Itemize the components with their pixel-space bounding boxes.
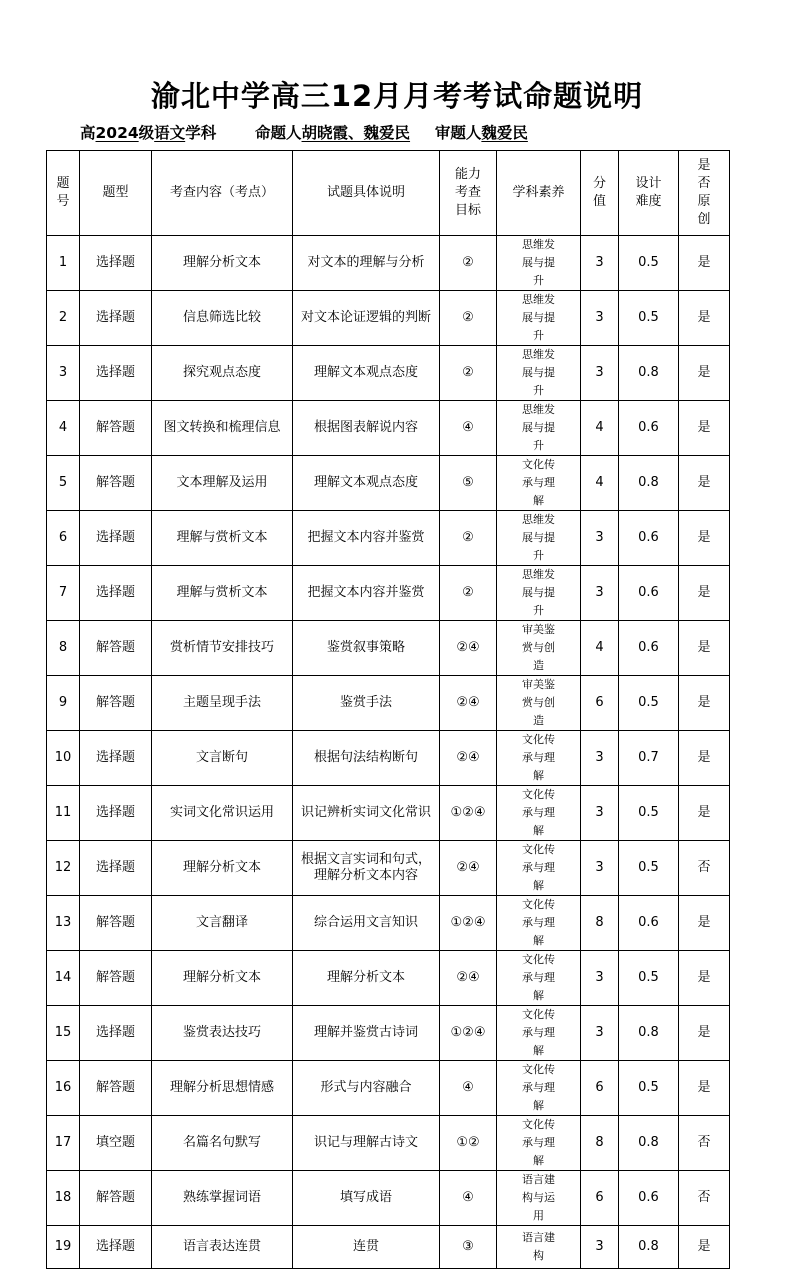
cell-score: 4	[581, 456, 619, 511]
cell-no: 18	[47, 1171, 80, 1226]
header-detail: 试题具体说明	[293, 151, 440, 236]
cell-content: 探究观点态度	[152, 346, 293, 401]
cell-detail: 填写成语	[293, 1171, 440, 1226]
cell-no: 14	[47, 951, 80, 1006]
cell-content: 赏析情节安排技巧	[152, 621, 293, 676]
cell-type: 选择题	[80, 236, 152, 291]
cell-literacy: 审美鉴赏与创造	[497, 621, 581, 676]
cell-original: 是	[679, 511, 730, 566]
cell-content: 文言翻译	[152, 896, 293, 951]
cell-content: 文本理解及运用	[152, 456, 293, 511]
cell-type: 选择题	[80, 841, 152, 896]
cell-type: 解答题	[80, 896, 152, 951]
cell-literacy: 文化传承与理解	[497, 896, 581, 951]
cell-ability: ①②④	[440, 1006, 497, 1061]
cell-no: 4	[47, 401, 80, 456]
cell-detail: 理解并鉴赏古诗词	[293, 1006, 440, 1061]
grade-value: 2024	[95, 124, 139, 142]
cell-ability: ⑤	[440, 456, 497, 511]
cell-difficulty: 0.5	[619, 1061, 679, 1116]
cell-original: 是	[679, 1006, 730, 1061]
cell-detail: 根据文言实词和句式，理解分析文本内容	[293, 841, 440, 896]
table-row	[47, 1061, 730, 1116]
cell-original: 否	[679, 841, 730, 896]
cell-content: 理解与赏析文本	[152, 566, 293, 621]
cell-no: 3	[47, 346, 80, 401]
cell-no: 5	[47, 456, 80, 511]
cell-original: 否	[679, 1116, 730, 1171]
cell-literacy: 思维发展与提升	[497, 401, 581, 456]
exam-spec-table	[46, 150, 730, 1269]
table-body	[47, 236, 730, 1269]
table-row	[47, 676, 730, 731]
grade-prefix: 高	[80, 124, 96, 142]
cell-content: 理解分析思想情感	[152, 1061, 293, 1116]
cell-content: 图文转换和梳理信息	[152, 401, 293, 456]
cell-content: 语言表达连贯	[152, 1226, 293, 1269]
header-content: 考查内容（考点）	[152, 151, 293, 236]
cell-score: 6	[581, 1171, 619, 1226]
cell-no: 2	[47, 291, 80, 346]
table-row	[47, 951, 730, 1006]
cell-detail: 对文本论证逻辑的判断	[293, 291, 440, 346]
table-header-row	[47, 151, 730, 236]
cell-difficulty: 0.6	[619, 401, 679, 456]
table-row	[47, 896, 730, 951]
cell-score: 3	[581, 1006, 619, 1061]
cell-score: 3	[581, 841, 619, 896]
cell-original: 是	[679, 401, 730, 456]
cell-ability: ②	[440, 566, 497, 621]
cell-type: 选择题	[80, 566, 152, 621]
cell-detail: 对文本的理解与分析	[293, 236, 440, 291]
cell-content: 文言断句	[152, 731, 293, 786]
cell-ability: ①②④	[440, 896, 497, 951]
table-row	[47, 291, 730, 346]
cell-difficulty: 0.5	[619, 291, 679, 346]
cell-type: 选择题	[80, 511, 152, 566]
cell-original: 是	[679, 291, 730, 346]
cell-score: 6	[581, 1061, 619, 1116]
cell-difficulty: 0.6	[619, 566, 679, 621]
cell-detail: 理解文本观点态度	[293, 456, 440, 511]
cell-detail: 连贯	[293, 1226, 440, 1269]
page-title: 渝北中学高三12月月考考试命题说明	[150, 79, 644, 113]
cell-literacy: 文化传承与理解	[497, 456, 581, 511]
cell-content: 理解分析文本	[152, 951, 293, 1006]
cell-literacy: 文化传承与理解	[497, 1116, 581, 1171]
cell-content: 熟练掌握词语	[152, 1171, 293, 1226]
cell-no: 10	[47, 731, 80, 786]
subtitle-line	[80, 121, 528, 143]
cell-literacy: 文化传承与理解	[497, 951, 581, 1006]
cell-no: 12	[47, 841, 80, 896]
cell-literacy: 文化传承与理解	[497, 841, 581, 896]
cell-literacy: 思维发展与提升	[497, 511, 581, 566]
cell-content: 鉴赏表达技巧	[152, 1006, 293, 1061]
cell-type: 解答题	[80, 1061, 152, 1116]
table-row	[47, 786, 730, 841]
cell-detail: 把握文本内容并鉴赏	[293, 566, 440, 621]
table-row	[47, 346, 730, 401]
cell-detail: 识记与理解古诗文	[293, 1116, 440, 1171]
cell-difficulty: 0.8	[619, 346, 679, 401]
cell-literacy: 文化传承与理解	[497, 1006, 581, 1061]
cell-difficulty: 0.8	[619, 1116, 679, 1171]
cell-original: 是	[679, 786, 730, 841]
cell-original: 是	[679, 1226, 730, 1269]
cell-score: 3	[581, 346, 619, 401]
cell-detail: 识记辨析实词文化常识	[293, 786, 440, 841]
cell-literacy: 审美鉴赏与创造	[497, 676, 581, 731]
table-row	[47, 731, 730, 786]
cell-original: 是	[679, 621, 730, 676]
header-type: 题型	[80, 151, 152, 236]
cell-no: 11	[47, 786, 80, 841]
cell-no: 9	[47, 676, 80, 731]
cell-no: 1	[47, 236, 80, 291]
cell-original: 是	[679, 456, 730, 511]
cell-no: 8	[47, 621, 80, 676]
cell-score: 8	[581, 1116, 619, 1171]
cell-no: 16	[47, 1061, 80, 1116]
cell-ability: ②④	[440, 676, 497, 731]
cell-ability: ①②④	[440, 786, 497, 841]
cell-type: 填空题	[80, 1116, 152, 1171]
cell-original: 是	[679, 566, 730, 621]
cell-content: 主题呈现手法	[152, 676, 293, 731]
cell-type: 解答题	[80, 1171, 152, 1226]
subject-value: 语文	[154, 124, 186, 142]
cell-type: 选择题	[80, 346, 152, 401]
cell-content: 名篇名句默写	[152, 1116, 293, 1171]
cell-type: 解答题	[80, 951, 152, 1006]
cell-detail: 把握文本内容并鉴赏	[293, 511, 440, 566]
table-row	[47, 511, 730, 566]
cell-score: 4	[581, 621, 619, 676]
cell-type: 解答题	[80, 401, 152, 456]
cell-ability: ②④	[440, 951, 497, 1006]
cell-original: 是	[679, 676, 730, 731]
cell-detail: 理解分析文本	[293, 951, 440, 1006]
table-row	[47, 1171, 730, 1226]
cell-no: 19	[47, 1226, 80, 1269]
cell-ability: ②	[440, 291, 497, 346]
table-row	[47, 621, 730, 676]
cell-literacy: 语言建构	[497, 1226, 581, 1269]
cell-ability: ②	[440, 236, 497, 291]
cell-ability: ②④	[440, 621, 497, 676]
cell-no: 13	[47, 896, 80, 951]
cell-score: 3	[581, 951, 619, 1006]
cell-content: 理解分析文本	[152, 841, 293, 896]
cell-original: 是	[679, 951, 730, 1006]
cell-content: 理解与赏析文本	[152, 511, 293, 566]
cell-no: 15	[47, 1006, 80, 1061]
cell-difficulty: 0.8	[619, 456, 679, 511]
cell-difficulty: 0.5	[619, 951, 679, 1006]
cell-literacy: 思维发展与提升	[497, 566, 581, 621]
cell-score: 3	[581, 786, 619, 841]
table-row	[47, 841, 730, 896]
header-original: 是否原创	[679, 151, 730, 236]
cell-difficulty: 0.5	[619, 841, 679, 896]
table-row	[47, 456, 730, 511]
cell-difficulty: 0.5	[619, 236, 679, 291]
cell-score: 3	[581, 566, 619, 621]
cell-detail: 鉴赏叙事策略	[293, 621, 440, 676]
setter-label: 命题人	[255, 124, 302, 142]
cell-score: 4	[581, 401, 619, 456]
cell-original: 是	[679, 346, 730, 401]
cell-literacy: 文化传承与理解	[497, 1061, 581, 1116]
cell-detail: 鉴赏手法	[293, 676, 440, 731]
cell-difficulty: 0.6	[619, 511, 679, 566]
cell-type: 解答题	[80, 456, 152, 511]
cell-ability: ①②	[440, 1116, 497, 1171]
cell-ability: ②④	[440, 731, 497, 786]
cell-original: 是	[679, 731, 730, 786]
cell-type: 选择题	[80, 786, 152, 841]
cell-type: 选择题	[80, 1006, 152, 1061]
reviewer-value: 魏爱民	[481, 124, 528, 142]
cell-difficulty: 0.6	[619, 896, 679, 951]
header-no: 题号	[47, 151, 80, 236]
header-literacy: 学科素养	[497, 151, 581, 236]
cell-literacy: 文化传承与理解	[497, 731, 581, 786]
cell-score: 6	[581, 676, 619, 731]
cell-difficulty: 0.5	[619, 786, 679, 841]
cell-detail: 根据图表解说内容	[293, 401, 440, 456]
cell-no: 17	[47, 1116, 80, 1171]
cell-ability: ④	[440, 401, 497, 456]
cell-score: 3	[581, 1226, 619, 1269]
cell-original: 否	[679, 1171, 730, 1226]
cell-literacy: 思维发展与提升	[497, 291, 581, 346]
cell-score: 3	[581, 291, 619, 346]
cell-content: 实词文化常识运用	[152, 786, 293, 841]
table-row	[47, 566, 730, 621]
cell-difficulty: 0.8	[619, 1226, 679, 1269]
cell-difficulty: 0.8	[619, 1006, 679, 1061]
cell-ability: ③	[440, 1226, 497, 1269]
header-score: 分值	[581, 151, 619, 236]
cell-no: 7	[47, 566, 80, 621]
setter-value: 胡晓霞、魏爱民	[301, 124, 411, 142]
cell-type: 解答题	[80, 621, 152, 676]
cell-content: 理解分析文本	[152, 236, 293, 291]
cell-original: 是	[679, 1061, 730, 1116]
header-difficulty: 设计难度	[619, 151, 679, 236]
cell-score: 3	[581, 236, 619, 291]
cell-ability: ④	[440, 1171, 497, 1226]
reviewer-label: 审题人	[434, 124, 482, 142]
table-row	[47, 1006, 730, 1061]
cell-ability: ②	[440, 511, 497, 566]
header-ability: 能力考查目标	[440, 151, 497, 236]
cell-score: 8	[581, 896, 619, 951]
cell-difficulty: 0.6	[619, 1171, 679, 1226]
cell-detail: 根据句法结构断句	[293, 731, 440, 786]
cell-difficulty: 0.5	[619, 676, 679, 731]
cell-score: 3	[581, 731, 619, 786]
table-row	[47, 236, 730, 291]
cell-detail: 综合运用文言知识	[293, 896, 440, 951]
cell-original: 是	[679, 236, 730, 291]
cell-literacy: 思维发展与提升	[497, 236, 581, 291]
table-row	[47, 1226, 730, 1269]
cell-type: 解答题	[80, 676, 152, 731]
cell-type: 选择题	[80, 291, 152, 346]
cell-difficulty: 0.6	[619, 621, 679, 676]
cell-type: 选择题	[80, 1226, 152, 1269]
cell-literacy: 语言建构与运用	[497, 1171, 581, 1226]
cell-content: 信息筛选比较	[152, 291, 293, 346]
cell-ability: ②④	[440, 841, 497, 896]
table-row	[47, 401, 730, 456]
cell-ability: ④	[440, 1061, 497, 1116]
grade-suffix: 级	[138, 124, 155, 142]
cell-type: 选择题	[80, 731, 152, 786]
cell-literacy: 思维发展与提升	[497, 346, 581, 401]
cell-detail: 理解文本观点态度	[293, 346, 440, 401]
table-row	[47, 1116, 730, 1171]
cell-original: 是	[679, 896, 730, 951]
cell-no: 6	[47, 511, 80, 566]
cell-difficulty: 0.7	[619, 731, 679, 786]
subject-suffix: 学科	[185, 124, 217, 142]
cell-ability: ②	[440, 346, 497, 401]
cell-score: 3	[581, 511, 619, 566]
cell-detail: 形式与内容融合	[293, 1061, 440, 1116]
cell-literacy: 文化传承与理解	[497, 786, 581, 841]
